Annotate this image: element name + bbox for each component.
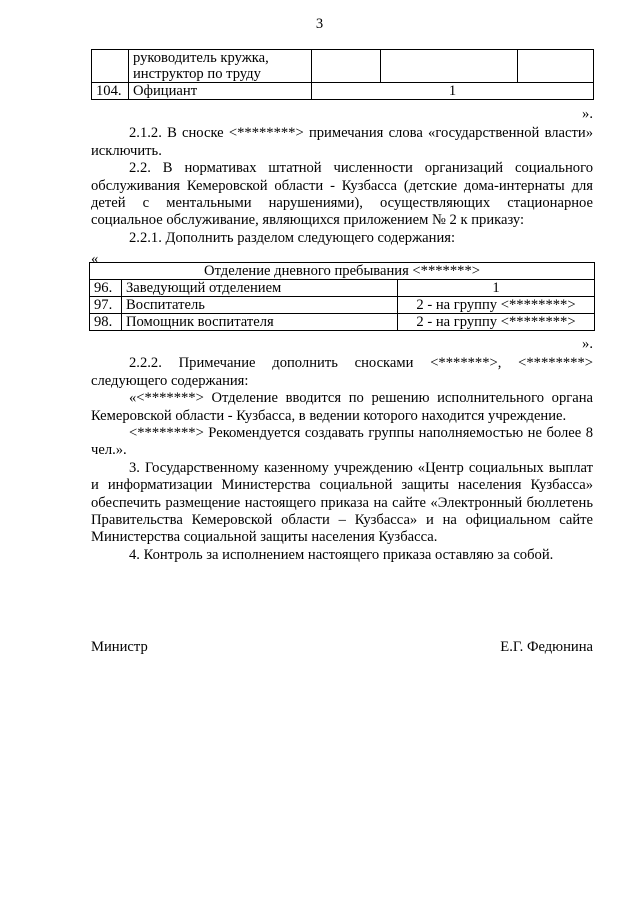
page-number: 3 [315,16,324,32]
table-row [92,83,594,100]
row-number-cell: 98. [90,314,122,331]
signatory-title: Министр [91,639,148,655]
paragraph-3: 3. Государственному казенному учреждению «Центр социальных выплат и информатизации Министерства социальной защиты населения Кузбасса» обеспечить размещение настоящего приказа на сайте «Электронный бюллетень Правительства Кемеровской области – Кузбасса» и на официальном сайте Министерства социальной защиты населения Кузбасса. [91,459,593,546]
value-cell [312,50,381,83]
row-number-cell [92,50,129,83]
table-row [90,314,595,331]
value-cell: 1 [398,280,595,297]
closing-quote: ». [582,336,593,352]
position-cell: Заведующий отделением [122,280,398,297]
day-care-table [89,262,595,331]
value-cell: 2 - на группу <********> [398,314,595,331]
row-number-cell: 104. [92,83,129,100]
value-cell [518,50,594,83]
table-row [90,297,595,314]
footnote-8: <********> Рекомендуется создавать группы наполняемостью не более 8 чел.». [91,425,593,459]
position-cell: Помощник воспитателя [122,314,398,331]
position-cell: руководитель кружка, инструктор по труду [129,50,312,83]
closing-quote: ». [582,106,593,122]
paragraph-2-1-2: 2.1.2. В сноске <********> примечания слова «государственной власти» исключить. [91,125,593,159]
row-number-cell: 96. [90,280,122,297]
staff-table-continued [91,49,594,100]
position-cell: Официант [129,83,312,100]
table-header-row [90,263,595,280]
footnote-7: «<*******> Отделение вводится по решению исполнительного органа Кемеровской области - Кузбасса, в ведении которого находится учреждение. [91,390,593,424]
row-number-cell: 97. [90,297,122,314]
paragraph-2-2-2: 2.2.2. Примечание дополнить сносками <*******>, <********> следующего содержания: [91,355,593,389]
paragraph-4: 4. Контроль за исполнением настоящего приказа оставляю за собой. [129,546,554,563]
signatory-name: Е.Г. Федюнина [500,639,593,655]
section-header: Отделение дневного пребывания <*******> [90,263,595,280]
position-cell: Воспитатель [122,297,398,314]
value-cell: 2 - на группу <********> [398,297,595,314]
paragraph-2-2-1: 2.2.1. Дополнить разделом следующего содержания: [129,229,456,246]
opening-quote: « [91,251,99,268]
value-cell [381,50,518,83]
table-row [90,280,595,297]
value-cell: 1 [312,83,594,100]
paragraph-2-2: 2.2. В нормативах штатной численности организаций социального обслуживания Кемеровской области - Кузбасса (детские дома-интернаты для детей с ментальными нарушениями), осуществляющих стационарное социальное обслуживание, являющихся приложением № 2 к приказу: [91,160,593,229]
table-row [92,50,594,83]
